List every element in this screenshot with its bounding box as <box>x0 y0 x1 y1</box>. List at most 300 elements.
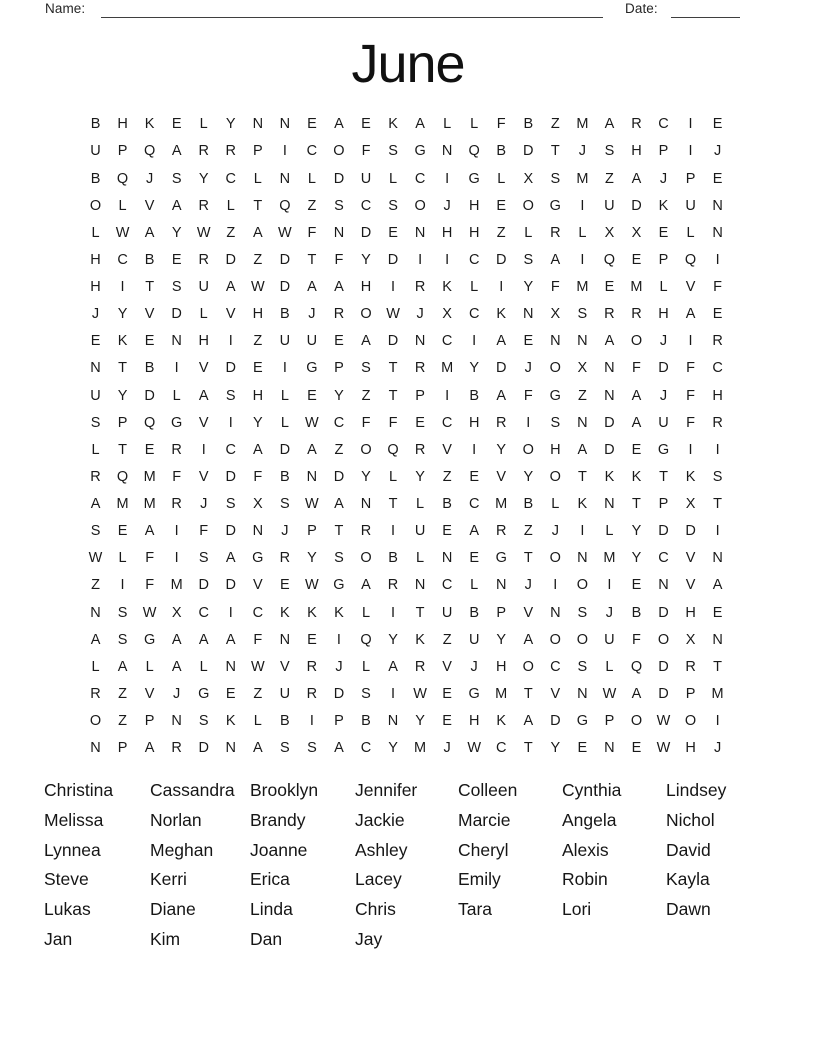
grid-cell-r5-c9: F <box>307 224 317 241</box>
grid-cell-r8-c13: J <box>416 306 424 323</box>
grid-cell-r6-c20: Q <box>603 251 616 268</box>
grid-cell-r17-c7: G <box>252 550 264 567</box>
grid-cell-r14-c12: L <box>389 468 398 485</box>
grid-cell-r10-c10: P <box>334 360 344 377</box>
grid-cell-r6-c3: B <box>144 251 155 268</box>
grid-cell-r23-c21: O <box>630 713 643 730</box>
grid-cell-r23-c9: I <box>309 713 314 730</box>
grid-cell-r6-c8: D <box>279 251 291 268</box>
grid-cell-r14-c10: D <box>333 468 345 485</box>
grid-cell-r14-c20: K <box>604 468 615 485</box>
grid-cell-r6-c23: Q <box>684 251 697 268</box>
grid-cell-r9-c8: U <box>279 333 291 350</box>
grid-cell-r21-c5: L <box>199 658 208 675</box>
grid-cell-r14-c21: K <box>631 468 642 485</box>
grid-cell-r5-c21: X <box>631 224 642 241</box>
grid-cell-r14-c14: Z <box>442 468 452 485</box>
grid-cell-r24-c9: S <box>307 740 317 757</box>
grid-cell-r6-c9: T <box>307 251 317 268</box>
grid-cell-r6-c18: A <box>550 251 561 268</box>
grid-cell-r1-c3: K <box>144 116 155 133</box>
grid-cell-r20-c6: A <box>225 631 236 648</box>
grid-cell-r3-c10: D <box>333 170 345 187</box>
grid-cell-r7-c8: D <box>279 279 291 296</box>
grid-cell-r7-c20: E <box>604 279 615 296</box>
word-list-column-1 <box>44 776 150 955</box>
grid-cell-r22-c6: E <box>225 685 236 702</box>
grid-cell-r3-c14: I <box>445 170 450 187</box>
grid-cell-r8-c7: H <box>252 306 264 323</box>
grid-cell-r12-c7: Y <box>252 414 263 431</box>
grid-cell-r2-c24: J <box>713 143 722 160</box>
grid-cell-r4-c2: L <box>118 197 127 214</box>
grid-cell-r20-c24: N <box>712 631 723 648</box>
grid-cell-r14-c13: Y <box>415 468 425 485</box>
grid-cell-r10-c5: V <box>198 360 209 377</box>
grid-cell-r4-c12: S <box>388 197 398 214</box>
grid-cell-r12-c1: S <box>90 414 101 431</box>
grid-cell-r5-c13: N <box>414 224 426 241</box>
word-item: Tara <box>458 899 493 920</box>
grid-cell-r5-c12: E <box>388 224 398 241</box>
grid-cell-r20-c10: I <box>336 631 341 648</box>
word-item: Meghan <box>150 839 214 860</box>
word-item: Dawn <box>666 899 711 920</box>
grid-cell-r1-c22: C <box>658 116 669 133</box>
grid-cell-r8-c17: N <box>523 306 534 323</box>
grid-cell-r8-c4: D <box>171 306 182 323</box>
grid-cell-r16-c11: R <box>360 523 372 540</box>
grid-cell-r14-c6: D <box>225 468 236 485</box>
word-item: Nichol <box>666 809 715 830</box>
grid-cell-r13-c18: H <box>550 441 561 458</box>
word-item: David <box>666 839 711 860</box>
grid-cell-r24-c21: E <box>631 740 642 757</box>
grid-cell-r10-c13: R <box>414 360 426 377</box>
grid-cell-r5-c14: H <box>441 224 453 241</box>
grid-cell-r16-c5: F <box>199 523 209 540</box>
grid-cell-r3-c20: Z <box>604 170 614 187</box>
grid-cell-r8-c23: A <box>685 306 696 323</box>
grid-cell-r23-c2: Z <box>118 713 127 730</box>
grid-cell-r6-c16: D <box>495 251 507 268</box>
grid-cell-r24-c2: P <box>117 740 128 757</box>
grid-cell-r1-c9: E <box>307 116 317 133</box>
grid-cell-r22-c3: V <box>144 685 155 702</box>
grid-cell-r23-c7: L <box>253 713 262 730</box>
word-list-column-5 <box>458 776 562 955</box>
grid-cell-r18-c2: I <box>120 577 125 594</box>
grid-cell-r15-c15: C <box>468 496 480 513</box>
grid-cell-r1-c11: E <box>361 116 371 133</box>
grid-cell-r12-c24: R <box>712 414 723 431</box>
grid-cell-r3-c19: M <box>576 170 589 187</box>
grid-cell-r23-c12: N <box>387 713 399 730</box>
grid-cell-r24-c16: C <box>495 740 507 757</box>
grid-cell-r15-c23: X <box>685 496 696 513</box>
grid-cell-r21-c4: A <box>171 658 182 675</box>
grid-cell-r14-c17: Y <box>523 468 534 485</box>
grid-cell-r13-c2: T <box>118 441 127 458</box>
grid-cell-r6-c4: E <box>171 251 182 268</box>
grid-cell-r4-c8: Q <box>279 197 291 214</box>
grid-cell-r13-c16: Y <box>496 441 507 458</box>
grid-cell-r16-c2: E <box>117 523 128 540</box>
grid-cell-r17-c21: Y <box>631 550 642 567</box>
word-item: Angela <box>562 809 617 830</box>
grid-cell-r15-c17: B <box>523 496 534 513</box>
grid-cell-r23-c24: I <box>715 713 720 730</box>
grid-cell-r7-c7: W <box>250 279 265 296</box>
grid-cell-r4-c14: J <box>443 197 451 214</box>
grid-cell-r7-c6: A <box>225 279 236 296</box>
grid-cell-r9-c21: O <box>630 333 643 350</box>
grid-cell-r8-c8: B <box>280 306 290 323</box>
grid-cell-r11-c16: A <box>496 387 507 404</box>
grid-cell-r13-c13: R <box>414 441 426 458</box>
grid-cell-r15-c5: J <box>200 496 208 513</box>
grid-cell-r13-c14: V <box>442 441 452 458</box>
grid-cell-r17-c4: I <box>174 550 179 567</box>
word-item: Jan <box>44 928 73 949</box>
grid-cell-r23-c10: P <box>334 713 344 730</box>
grid-cell-r4-c4: A <box>171 197 182 214</box>
grid-cell-r21-c1: L <box>91 658 100 675</box>
grid-cell-r17-c20: M <box>603 550 616 567</box>
grid-cell-r19-c24: E <box>712 604 723 621</box>
grid-cell-r3-c16: L <box>497 170 506 187</box>
grid-cell-r7-c4: S <box>171 279 182 296</box>
grid-cell-r16-c6: D <box>225 523 236 540</box>
word-item: Emily <box>458 869 501 890</box>
grid-cell-r5-c16: Z <box>496 224 506 241</box>
grid-cell-r23-c19: G <box>576 713 588 730</box>
grid-cell-r3-c3: J <box>145 170 154 187</box>
grid-cell-r14-c7: F <box>253 468 263 485</box>
grid-cell-r19-c2: S <box>117 604 128 621</box>
grid-cell-r23-c16: K <box>496 713 507 730</box>
grid-cell-r22-c17: T <box>523 685 533 702</box>
grid-cell-r14-c15: E <box>469 468 480 485</box>
grid-cell-r23-c15: H <box>468 713 480 730</box>
grid-cell-r24-c23: H <box>685 740 696 757</box>
grid-cell-r10-c24: C <box>712 360 723 377</box>
grid-cell-r12-c18: S <box>550 414 561 431</box>
grid-cell-r21-c10: J <box>335 658 343 675</box>
grid-cell-r8-c21: R <box>631 306 642 323</box>
grid-cell-r14-c23: K <box>685 468 696 485</box>
grid-cell-r21-c7: W <box>250 658 265 675</box>
grid-cell-r23-c22: W <box>656 713 671 730</box>
grid-cell-r15-c4: R <box>171 496 182 513</box>
grid-cell-r21-c18: C <box>550 658 561 675</box>
grid-cell-r19-c9: K <box>307 604 317 621</box>
grid-cell-r10-c19: X <box>577 360 588 377</box>
grid-cell-r2-c18: T <box>550 143 560 160</box>
grid-cell-r1-c17: B <box>523 116 534 133</box>
grid-cell-r3-c4: S <box>171 170 182 187</box>
grid-cell-r2-c19: J <box>578 143 586 160</box>
grid-cell-r20-c1: A <box>90 631 101 648</box>
grid-cell-r5-c20: X <box>604 224 615 241</box>
grid-cell-r24-c20: N <box>604 740 615 757</box>
grid-cell-r18-c1: Z <box>91 577 100 594</box>
grid-cell-r11-c24: H <box>712 387 723 404</box>
grid-cell-r13-c9: A <box>307 441 317 458</box>
grid-cell-r22-c10: D <box>333 685 345 702</box>
grid-cell-r13-c20: D <box>604 441 615 458</box>
grid-cell-r13-c6: C <box>225 441 236 458</box>
grid-cell-r13-c3: E <box>144 441 155 458</box>
word-item: Christina <box>44 780 114 800</box>
grid-cell-r9-c18: N <box>550 333 561 350</box>
grid-cell-r15-c8: S <box>280 496 290 513</box>
grid-cell-r2-c6: R <box>225 143 236 160</box>
grid-cell-r5-c24: N <box>712 224 723 241</box>
grid-cell-r3-c17: X <box>523 170 534 187</box>
grid-cell-r12-c2: P <box>117 414 128 431</box>
grid-cell-r24-c1: N <box>90 740 101 757</box>
grid-cell-r23-c20: P <box>604 713 615 730</box>
grid-cell-r1-c6: Y <box>225 116 236 133</box>
grid-cell-r3-c22: J <box>659 170 668 187</box>
grid-cell-r6-c11: Y <box>361 251 371 268</box>
grid-cell-r15-c12: T <box>388 496 398 513</box>
grid-cell-r6-c10: F <box>334 251 344 268</box>
grid-cell-r10-c6: D <box>225 360 236 377</box>
grid-cell-r13-c10: Z <box>334 441 344 458</box>
grid-cell-r4-c11: C <box>360 197 372 214</box>
grid-cell-r9-c7: Z <box>253 333 263 350</box>
grid-cell-r6-c13: I <box>418 251 423 268</box>
grid-cell-r5-c6: Z <box>226 224 236 241</box>
grid-cell-r18-c21: E <box>631 577 642 594</box>
grid-cell-r8-c22: H <box>658 306 669 323</box>
grid-cell-r1-c7: N <box>252 116 264 133</box>
grid-cell-r20-c7: F <box>253 631 263 648</box>
grid-cell-r18-c16: N <box>495 577 507 594</box>
word-item: Cynthia <box>562 780 622 800</box>
grid-cell-r13-c17: O <box>522 441 534 458</box>
grid-cell-r11-c21: A <box>631 387 642 404</box>
grid-cell-r6-c15: C <box>468 251 480 268</box>
grid-cell-r13-c19: A <box>577 441 588 458</box>
word-list-column-2 <box>150 776 250 955</box>
grid-cell-r24-c17: T <box>523 740 533 757</box>
grid-cell-r1-c24: E <box>712 116 723 133</box>
grid-cell-r5-c11: D <box>360 224 372 241</box>
grid-cell-r21-c24: T <box>713 658 723 675</box>
grid-cell-r11-c18: G <box>549 387 561 404</box>
grid-cell-r16-c22: D <box>658 523 669 540</box>
grid-cell-r7-c9: A <box>307 279 317 296</box>
grid-cell-r16-c9: P <box>307 523 317 540</box>
grid-cell-r9-c22: J <box>659 333 668 350</box>
grid-cell-r19-c8: K <box>280 604 290 621</box>
grid-cell-r4-c6: L <box>226 197 235 214</box>
grid-cell-r22-c14: E <box>442 685 452 702</box>
grid-cell-r17-c3: F <box>145 550 155 567</box>
grid-cell-r1-c13: A <box>415 116 425 133</box>
grid-cell-r7-c5: U <box>198 279 209 296</box>
grid-cell-r22-c4: J <box>173 685 181 702</box>
grid-cell-r19-c23: H <box>685 604 696 621</box>
grid-cell-r16-c7: N <box>252 523 264 540</box>
grid-cell-r16-c18: J <box>551 523 559 540</box>
grid-cell-r10-c16: D <box>495 360 507 377</box>
grid-cell-r18-c10: G <box>333 577 345 594</box>
grid-cell-r13-c5: I <box>201 441 206 458</box>
grid-cell-r12-c15: H <box>468 414 480 431</box>
grid-cell-r17-c13: L <box>416 550 425 567</box>
grid-cell-r8-c11: O <box>360 306 372 323</box>
grid-cell-r14-c8: B <box>280 468 290 485</box>
grid-cell-r1-c8: N <box>279 116 291 133</box>
grid-cell-r7-c24: F <box>713 279 723 296</box>
date-blank-line <box>671 0 740 18</box>
grid-cell-r6-c7: Z <box>253 251 263 268</box>
grid-cell-r8-c15: C <box>468 306 480 323</box>
grid-cell-r5-c15: H <box>468 224 480 241</box>
grid-cell-r24-c11: C <box>360 740 372 757</box>
grid-cell-r22-c24: M <box>711 685 724 702</box>
grid-cell-r18-c12: R <box>387 577 399 594</box>
grid-cell-r12-c5: V <box>198 414 209 431</box>
grid-cell-r10-c14: M <box>441 360 454 377</box>
grid-cell-r8-c14: X <box>442 306 452 323</box>
grid-cell-r10-c15: Y <box>469 360 480 377</box>
grid-cell-r14-c24: S <box>712 468 723 485</box>
grid-cell-r15-c19: K <box>577 496 588 513</box>
grid-cell-r4-c13: O <box>414 197 426 214</box>
grid-cell-r10-c9: G <box>306 360 318 377</box>
grid-cell-r7-c13: R <box>414 279 426 296</box>
grid-cell-r10-c11: S <box>361 360 371 377</box>
grid-cell-r23-c11: B <box>361 713 371 730</box>
grid-cell-r2-c8: I <box>282 143 287 160</box>
grid-cell-r1-c23: I <box>688 116 693 133</box>
grid-cell-r2-c9: C <box>306 143 318 160</box>
grid-cell-r13-c7: A <box>252 441 263 458</box>
grid-cell-r4-c22: K <box>658 197 669 214</box>
grid-cell-r21-c17: O <box>522 658 534 675</box>
grid-cell-r16-c8: J <box>281 523 289 540</box>
grid-cell-r3-c9: L <box>307 170 316 187</box>
grid-cell-r9-c5: H <box>198 333 209 350</box>
grid-cell-r2-c14: N <box>441 143 453 160</box>
grid-cell-r14-c4: F <box>172 468 182 485</box>
grid-cell-r10-c18: O <box>549 360 561 377</box>
grid-cell-r1-c4: E <box>171 116 182 133</box>
grid-cell-r21-c2: A <box>117 658 128 675</box>
grid-cell-r6-c24: I <box>715 251 720 268</box>
grid-cell-r15-c13: L <box>416 496 425 513</box>
word-item: Lukas <box>44 899 91 920</box>
grid-cell-r10-c21: F <box>632 360 641 377</box>
grid-cell-r4-c17: O <box>522 197 534 214</box>
grid-cell-r2-c15: Q <box>468 143 480 160</box>
word-list-column-7 <box>666 776 784 955</box>
grid-cell-r10-c2: T <box>118 360 127 377</box>
grid-cell-r7-c10: A <box>334 279 344 296</box>
grid-cell-r21-c13: R <box>414 658 426 675</box>
grid-cell-r22-c7: Z <box>253 685 263 702</box>
grid-cell-r9-c4: N <box>171 333 182 350</box>
grid-cell-r23-c8: B <box>280 713 290 730</box>
grid-cell-r5-c3: A <box>144 224 155 241</box>
grid-cell-r9-c24: R <box>712 333 723 350</box>
grid-cell-r9-c9: U <box>306 333 318 350</box>
grid-cell-r19-c16: P <box>496 604 507 621</box>
word-item: Erica <box>250 869 290 890</box>
grid-cell-r2-c10: O <box>333 143 345 160</box>
word-item: Lindsey <box>666 780 727 800</box>
grid-cell-r5-c4: Y <box>171 224 182 241</box>
word-item: Jay <box>355 928 383 949</box>
grid-cell-r11-c7: H <box>252 387 264 404</box>
grid-cell-r19-c20: J <box>605 604 614 621</box>
grid-cell-r20-c18: O <box>549 631 561 648</box>
grid-cell-r7-c22: L <box>659 279 668 296</box>
grid-cell-r7-c16: I <box>499 279 504 296</box>
grid-cell-r9-c3: E <box>144 333 155 350</box>
grid-cell-r18-c3: F <box>145 577 155 594</box>
grid-cell-r9-c23: I <box>688 333 693 350</box>
grid-cell-r18-c15: L <box>470 577 479 594</box>
grid-cell-r20-c2: S <box>117 631 128 648</box>
grid-cell-r16-c20: L <box>605 523 614 540</box>
word-list-column-3 <box>250 776 355 955</box>
grid-cell-r4-c16: E <box>496 197 507 214</box>
grid-cell-r19-c19: S <box>577 604 588 621</box>
grid-cell-r6-c22: P <box>658 251 669 268</box>
grid-cell-r3-c23: P <box>685 170 696 187</box>
grid-cell-r14-c22: T <box>659 468 668 485</box>
grid-cell-r23-c1: O <box>89 713 102 730</box>
grid-cell-r22-c18: V <box>550 685 561 702</box>
letter-grid <box>82 111 731 762</box>
grid-cell-r16-c19: I <box>580 523 585 540</box>
grid-cell-r17-c10: S <box>334 550 344 567</box>
grid-cell-r17-c14: N <box>441 550 453 567</box>
word-item: Kerri <box>150 869 187 890</box>
grid-cell-r2-c17: D <box>523 143 534 160</box>
grid-cell-r1-c15: L <box>470 116 479 133</box>
grid-cell-r11-c6: S <box>225 387 236 404</box>
grid-cell-r22-c1: R <box>90 685 101 702</box>
grid-cell-r16-c17: Z <box>523 523 533 540</box>
grid-cell-r7-c11: H <box>360 279 372 296</box>
puzzle-title: June <box>351 34 465 94</box>
grid-cell-r14-c18: O <box>549 468 561 485</box>
grid-cell-r18-c8: E <box>280 577 290 594</box>
grid-cell-r15-c9: W <box>305 496 319 513</box>
grid-cell-r16-c3: A <box>144 523 155 540</box>
grid-cell-r6-c19: I <box>580 251 585 268</box>
grid-cell-r15-c7: X <box>252 496 263 513</box>
grid-cell-r18-c7: V <box>252 577 263 594</box>
grid-cell-r8-c2: Y <box>117 306 128 323</box>
grid-cell-r23-c13: Y <box>415 713 425 730</box>
grid-cell-r14-c11: Y <box>361 468 371 485</box>
grid-cell-r2-c1: U <box>90 143 101 160</box>
grid-cell-r15-c14: B <box>442 496 452 513</box>
grid-cell-r23-c18: D <box>550 713 561 730</box>
grid-cell-r12-c11: F <box>361 414 371 431</box>
grid-cell-r17-c9: Y <box>307 550 317 567</box>
grid-cell-r6-c6: D <box>225 251 236 268</box>
grid-cell-r9-c13: N <box>414 333 426 350</box>
